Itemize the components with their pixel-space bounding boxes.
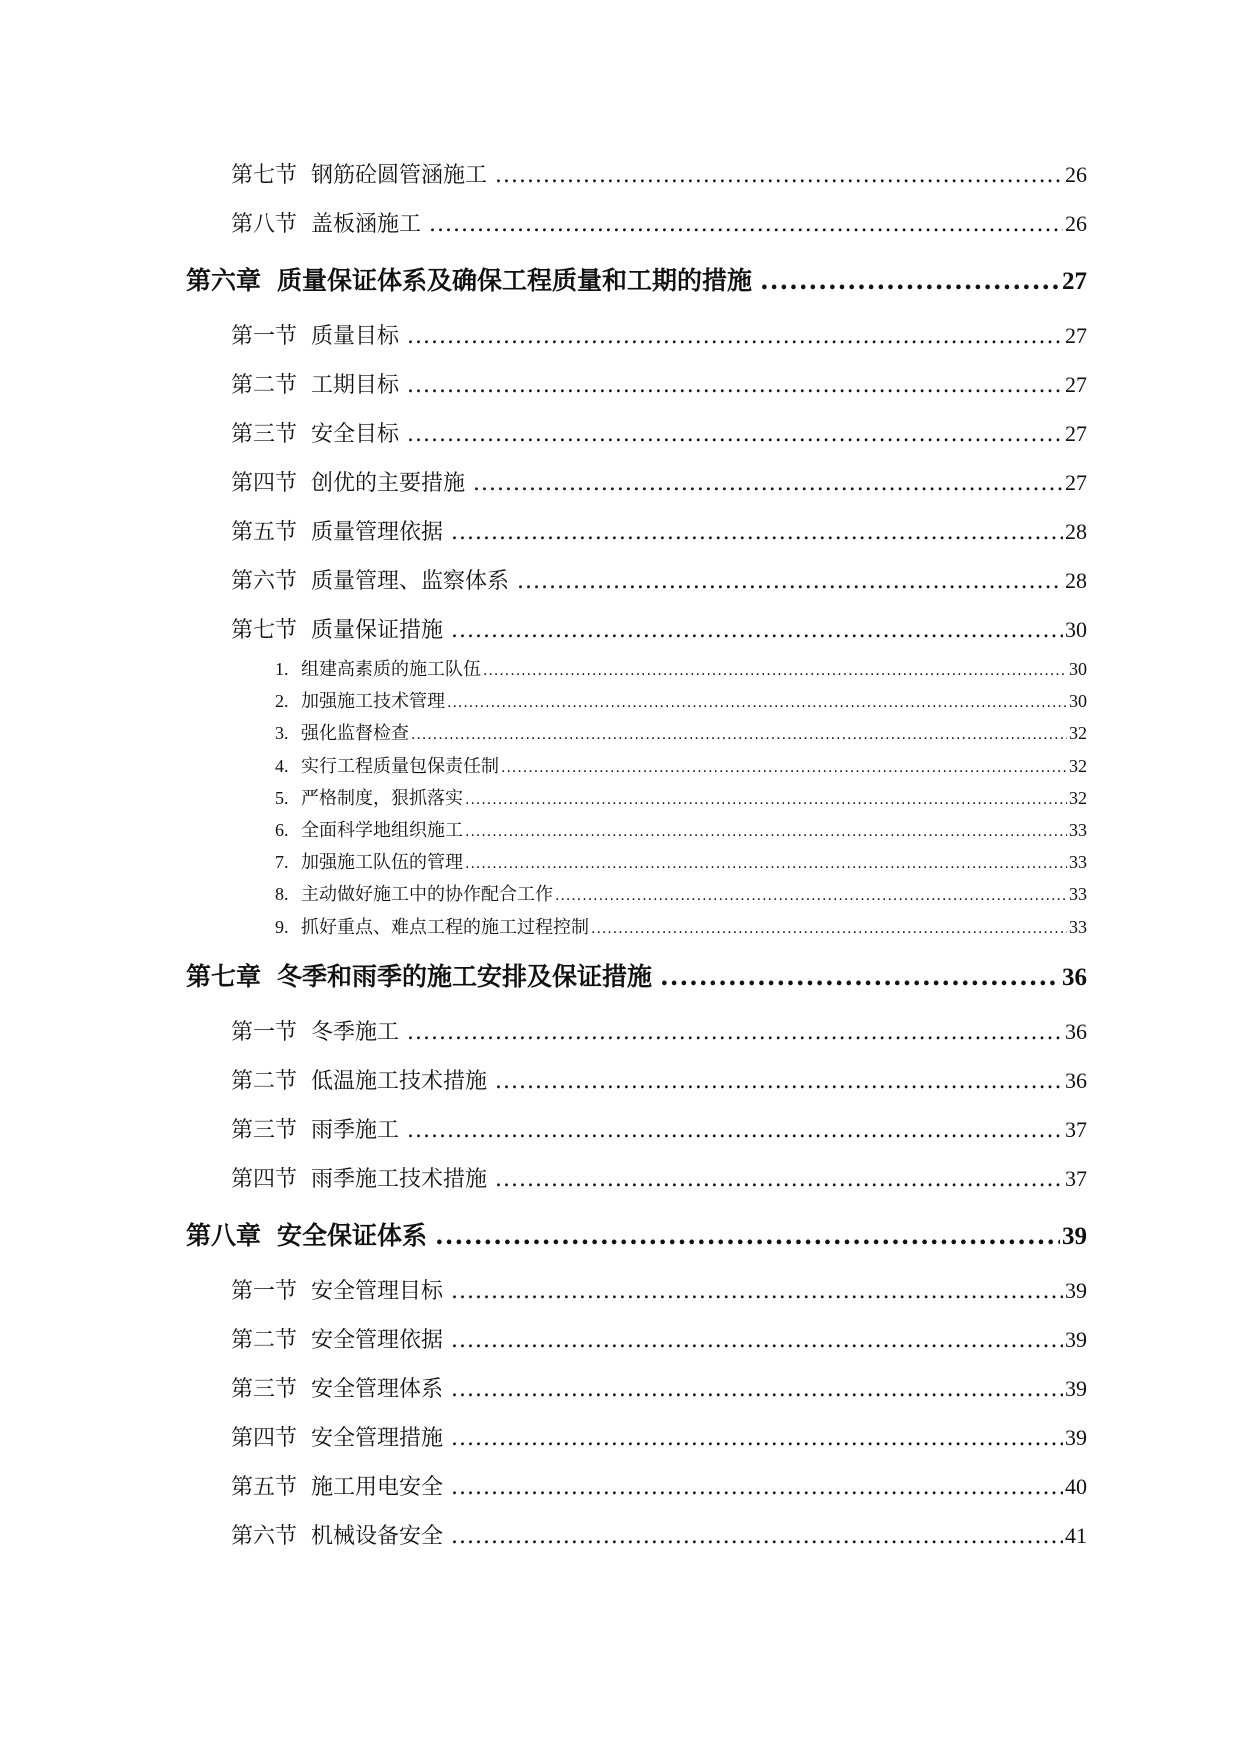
item-number: 2. xyxy=(275,691,289,711)
page-number: 27 xyxy=(1062,268,1087,295)
item-number: 7. xyxy=(275,852,289,872)
page-number: 32 xyxy=(1069,788,1087,808)
page-number: 36 xyxy=(1065,1019,1087,1044)
toc-section-line[interactable] xyxy=(231,1162,1087,1193)
page-number: 27 xyxy=(1065,372,1087,397)
leader-dots xyxy=(555,888,1067,904)
toc-section-line[interactable] xyxy=(231,1519,1087,1550)
section-title: 安全管理体系 xyxy=(311,1377,444,1402)
item-number: 5. xyxy=(275,788,289,808)
section-label: 第三节 xyxy=(231,422,298,447)
toc-item-line[interactable] xyxy=(275,913,1087,939)
item-title: 加强施工队伍的管理 xyxy=(301,852,463,873)
section-title: 质量目标 xyxy=(311,324,400,349)
page-number: 27 xyxy=(1065,421,1087,446)
page-number: 33 xyxy=(1069,884,1087,904)
leader-dots xyxy=(495,1069,1063,1094)
item-number: 1. xyxy=(275,659,289,679)
item-title: 实行工程质量包保责任制 xyxy=(301,756,499,777)
leader-dots xyxy=(451,1426,1063,1451)
leader-dots xyxy=(760,266,1060,295)
toc-item-line[interactable] xyxy=(275,816,1087,842)
section-title: 安全目标 xyxy=(311,422,400,447)
section-label: 第二节 xyxy=(231,1069,298,1094)
leader-dots xyxy=(447,695,1067,711)
leader-dots xyxy=(465,824,1067,840)
section-label: 第六节 xyxy=(231,1524,298,1549)
chapter-title: 冬季和雨季的施工安排及保证措施 xyxy=(277,962,653,991)
leader-dots xyxy=(451,1475,1063,1500)
section-title: 低温施工技术措施 xyxy=(311,1069,488,1094)
toc-item-line[interactable] xyxy=(275,687,1087,713)
page-number: 37 xyxy=(1065,1117,1087,1142)
section-title: 机械设备安全 xyxy=(311,1524,444,1549)
section-label: 第一节 xyxy=(231,324,298,349)
toc-section-line[interactable] xyxy=(231,1274,1087,1305)
toc-item-line[interactable] xyxy=(275,784,1087,810)
page-number: 30 xyxy=(1069,691,1087,711)
leader-dots xyxy=(451,1279,1063,1304)
item-title: 强化监督检查 xyxy=(301,723,409,744)
section-title: 盖板涵施工 xyxy=(311,212,422,237)
section-label: 第三节 xyxy=(231,1377,298,1402)
chapter-title: 安全保证体系 xyxy=(277,1221,428,1250)
toc-chapter-6[interactable] xyxy=(186,261,1087,297)
section-title: 质量管理依据 xyxy=(311,520,444,545)
section-title: 创优的主要措施 xyxy=(311,471,466,496)
section-title: 雨季施工技术措施 xyxy=(311,1167,488,1192)
section-label: 第七节 xyxy=(231,618,298,643)
section-label: 第二节 xyxy=(231,1328,298,1353)
section-title: 安全管理目标 xyxy=(311,1279,444,1304)
chapter-title: 质量保证体系及确保工程质量和工期的措施 xyxy=(277,266,753,295)
toc-chapter-7[interactable] xyxy=(186,957,1087,993)
toc-section-line[interactable] xyxy=(231,466,1087,497)
page-number: 28 xyxy=(1065,568,1087,593)
leader-dots xyxy=(451,618,1063,643)
item-title: 组建高素质的施工队伍 xyxy=(301,659,481,680)
item-title: 严格制度，狠抓落实 xyxy=(301,788,463,809)
page-number: 26 xyxy=(1065,162,1087,187)
leader-dots xyxy=(411,727,1067,743)
page-number: 27 xyxy=(1065,470,1087,495)
section-label: 第一节 xyxy=(231,1020,298,1045)
toc-section-line[interactable] xyxy=(231,1372,1087,1403)
item-number: 4. xyxy=(275,756,289,776)
leader-dots xyxy=(495,163,1063,188)
section-title: 钢筋砼圆管涵施工 xyxy=(311,163,488,188)
item-title: 加强施工技术管理 xyxy=(301,691,445,712)
item-title: 抓好重点、难点工程的施工过程控制 xyxy=(301,917,589,938)
toc-section-line[interactable] xyxy=(231,158,1087,189)
page-number: 33 xyxy=(1069,917,1087,937)
toc-section-line[interactable] xyxy=(231,1113,1087,1144)
leader-dots xyxy=(465,792,1067,808)
item-number: 9. xyxy=(275,917,289,937)
page-number: 26 xyxy=(1065,211,1087,236)
toc-item-line[interactable] xyxy=(275,880,1087,906)
page-number: 39 xyxy=(1065,1278,1087,1303)
section-label: 第四节 xyxy=(231,1167,298,1192)
leader-dots xyxy=(407,324,1063,349)
toc-section-line[interactable] xyxy=(231,368,1087,399)
section-title: 工期目标 xyxy=(311,373,400,398)
section-label: 第三节 xyxy=(231,1118,298,1143)
page-number: 33 xyxy=(1069,852,1087,872)
toc-section-line[interactable] xyxy=(231,613,1087,644)
section-label: 第一节 xyxy=(231,1279,298,1304)
chapter-label: 第七章 xyxy=(186,962,262,991)
chapter-label: 第六章 xyxy=(186,266,262,295)
toc-section-line[interactable] xyxy=(231,1064,1087,1095)
leader-dots xyxy=(429,212,1063,237)
section-title: 冬季施工 xyxy=(311,1020,400,1045)
leader-dots xyxy=(495,1167,1063,1192)
page-number: 32 xyxy=(1069,756,1087,776)
section-label: 第八节 xyxy=(231,212,298,237)
leader-dots xyxy=(660,962,1060,991)
toc-item-line[interactable] xyxy=(275,752,1087,778)
page-number: 28 xyxy=(1065,519,1087,544)
toc-item-line[interactable] xyxy=(275,719,1087,745)
item-number: 8. xyxy=(275,884,289,904)
toc-section-line[interactable] xyxy=(231,1015,1087,1046)
chapter-label: 第八章 xyxy=(186,1221,262,1250)
section-label: 第二节 xyxy=(231,373,298,398)
toc-section-line[interactable] xyxy=(231,207,1087,238)
leader-dots xyxy=(591,921,1067,937)
toc-section-line[interactable] xyxy=(231,1323,1087,1354)
page-number: 30 xyxy=(1069,659,1087,679)
section-label: 第五节 xyxy=(231,1475,298,1500)
toc-item-line[interactable] xyxy=(275,848,1087,874)
leader-dots xyxy=(451,1328,1063,1353)
section-label: 第六节 xyxy=(231,569,298,594)
section-title: 雨季施工 xyxy=(311,1118,400,1143)
leader-dots xyxy=(407,373,1063,398)
leader-dots xyxy=(483,663,1067,679)
leader-dots xyxy=(517,569,1063,594)
section-label: 第四节 xyxy=(231,471,298,496)
page-number: 40 xyxy=(1065,1474,1087,1499)
leader-dots xyxy=(407,1020,1063,1045)
page-number: 36 xyxy=(1062,964,1087,991)
item-title: 全面科学地组织施工 xyxy=(301,820,463,841)
page-number: 33 xyxy=(1069,820,1087,840)
toc-section-line[interactable] xyxy=(231,1421,1087,1452)
toc-section-line[interactable] xyxy=(231,1470,1087,1501)
page-number: 39 xyxy=(1065,1376,1087,1401)
page-number: 30 xyxy=(1065,617,1087,642)
toc-section-line[interactable] xyxy=(231,417,1087,448)
section-title: 质量管理、监察体系 xyxy=(311,569,510,594)
page-number: 41 xyxy=(1065,1523,1087,1548)
page-number: 36 xyxy=(1065,1068,1087,1093)
toc-item-line[interactable] xyxy=(275,655,1087,681)
leader-dots xyxy=(451,1524,1063,1549)
leader-dots xyxy=(407,1118,1063,1143)
section-label: 第四节 xyxy=(231,1426,298,1451)
leader-dots xyxy=(501,760,1067,776)
leader-dots xyxy=(451,1377,1063,1402)
page-number: 39 xyxy=(1065,1327,1087,1352)
section-label: 第五节 xyxy=(231,520,298,545)
toc-section-line[interactable] xyxy=(231,319,1087,350)
page-number: 39 xyxy=(1062,1223,1087,1250)
section-title: 质量保证措施 xyxy=(311,618,444,643)
page-number: 39 xyxy=(1065,1425,1087,1450)
leader-dots xyxy=(407,422,1063,447)
toc-section-line[interactable] xyxy=(231,515,1087,546)
section-title: 施工用电安全 xyxy=(311,1475,444,1500)
item-title: 主动做好施工中的协作配合工作 xyxy=(301,884,553,905)
page-number: 37 xyxy=(1065,1166,1087,1191)
toc-chapter-8[interactable] xyxy=(186,1216,1087,1252)
toc-section-line[interactable] xyxy=(231,564,1087,595)
leader-dots xyxy=(465,856,1067,872)
leader-dots xyxy=(435,1221,1060,1250)
leader-dots xyxy=(473,471,1063,496)
page-number: 27 xyxy=(1065,323,1087,348)
section-label: 第七节 xyxy=(231,163,298,188)
item-number: 3. xyxy=(275,723,289,743)
item-number: 6. xyxy=(275,820,289,840)
section-title: 安全管理依据 xyxy=(311,1328,444,1353)
page-number: 32 xyxy=(1069,723,1087,743)
section-title: 安全管理措施 xyxy=(311,1426,444,1451)
leader-dots xyxy=(451,520,1063,545)
